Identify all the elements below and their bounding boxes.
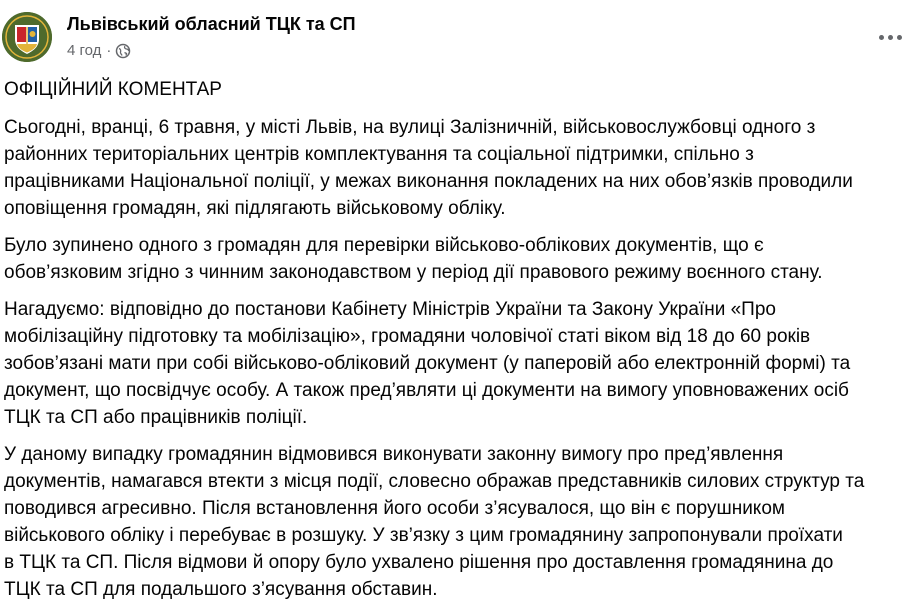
post-paragraph <box>4 441 907 603</box>
globe-icon[interactable] <box>115 43 131 59</box>
more-options-button[interactable] <box>872 21 907 53</box>
paragraph-line: обов’язковим згідно з чинним законодавством у період дії правового режиму воєнного стану. <box>4 262 823 283</box>
paragraph-line: мобілізаційну підготовку та мобілізацію», громадяни чоловічої статі віком від 18 до 60 років <box>4 326 811 347</box>
post-paragraph <box>4 232 907 286</box>
paragraph-line: зобов’язані мати при собі військово-обліковий документ (у паперовій або електронній формі) та <box>4 353 851 374</box>
page-name-link[interactable]: Львівський обласний ТЦК та СП <box>67 14 356 34</box>
paragraph-line: працівниками Національної поліції, у межах виконання покладених на них обов’язків проводили <box>4 171 853 192</box>
paragraph-line: Було зупинено одного з громадян для перевірки військово-облікових документів, що є <box>4 235 764 256</box>
paragraph-line: в ТЦК та СП. Після відмови й опору було ухвалено рішення про доставлення громадянина до <box>4 552 834 573</box>
paragraph-line: ТЦК та СП для подальшого з’ясування обставин. <box>4 579 438 600</box>
paragraph-line: документів, намагався втекти з місця події, словесно ображав представників силових структур та <box>4 471 865 492</box>
page-avatar[interactable] <box>2 12 52 62</box>
paragraph-line: районних територіальних центрів комплектування та соціальної підтримки, спільно з <box>4 144 754 165</box>
paragraph-line: Сьогодні, вранці, 6 травня, у місті Львів, на вулиці Залізничній, військовослужбовці одного з <box>4 117 816 138</box>
paragraph-line: документ, що посвідчує особу. А також пред’являти ці документи на вимогу уповноважених осіб <box>4 380 849 401</box>
coat-of-arms-icon <box>2 12 52 62</box>
post-paragraph <box>4 114 907 222</box>
paragraph-line: ТЦК та СП або працівників поліції. <box>4 407 308 428</box>
paragraph-line: У даному випадку громадянин відмовився виконувати законну вимогу про пред’явлення <box>4 444 784 465</box>
paragraph-line: Нагадуємо: відповідно до постанови Кабінету Міністрів України та Закону України «Про <box>4 299 776 320</box>
post-title: ОФІЦІЙНИЙ КОМЕНТАР <box>4 79 222 100</box>
post-meta <box>67 42 131 59</box>
post-paragraph <box>4 296 907 431</box>
paragraph-line: оповіщення громадян, які підлягають військовому обліку. <box>4 198 506 219</box>
post-timestamp[interactable]: 4 год <box>67 42 102 59</box>
post-text <box>4 76 907 613</box>
paragraph-line: поводився агресивно. Після встановлення його особи з’ясувалося, що він є порушником <box>4 498 785 519</box>
more-horizontal-icon <box>879 35 902 40</box>
paragraph-line: військового обліку і перебуває в розшуку. У зв’язку з цим громадянину запропонували проїхати <box>4 525 843 546</box>
meta-separator: · <box>106 42 112 59</box>
post-header <box>0 0 907 70</box>
